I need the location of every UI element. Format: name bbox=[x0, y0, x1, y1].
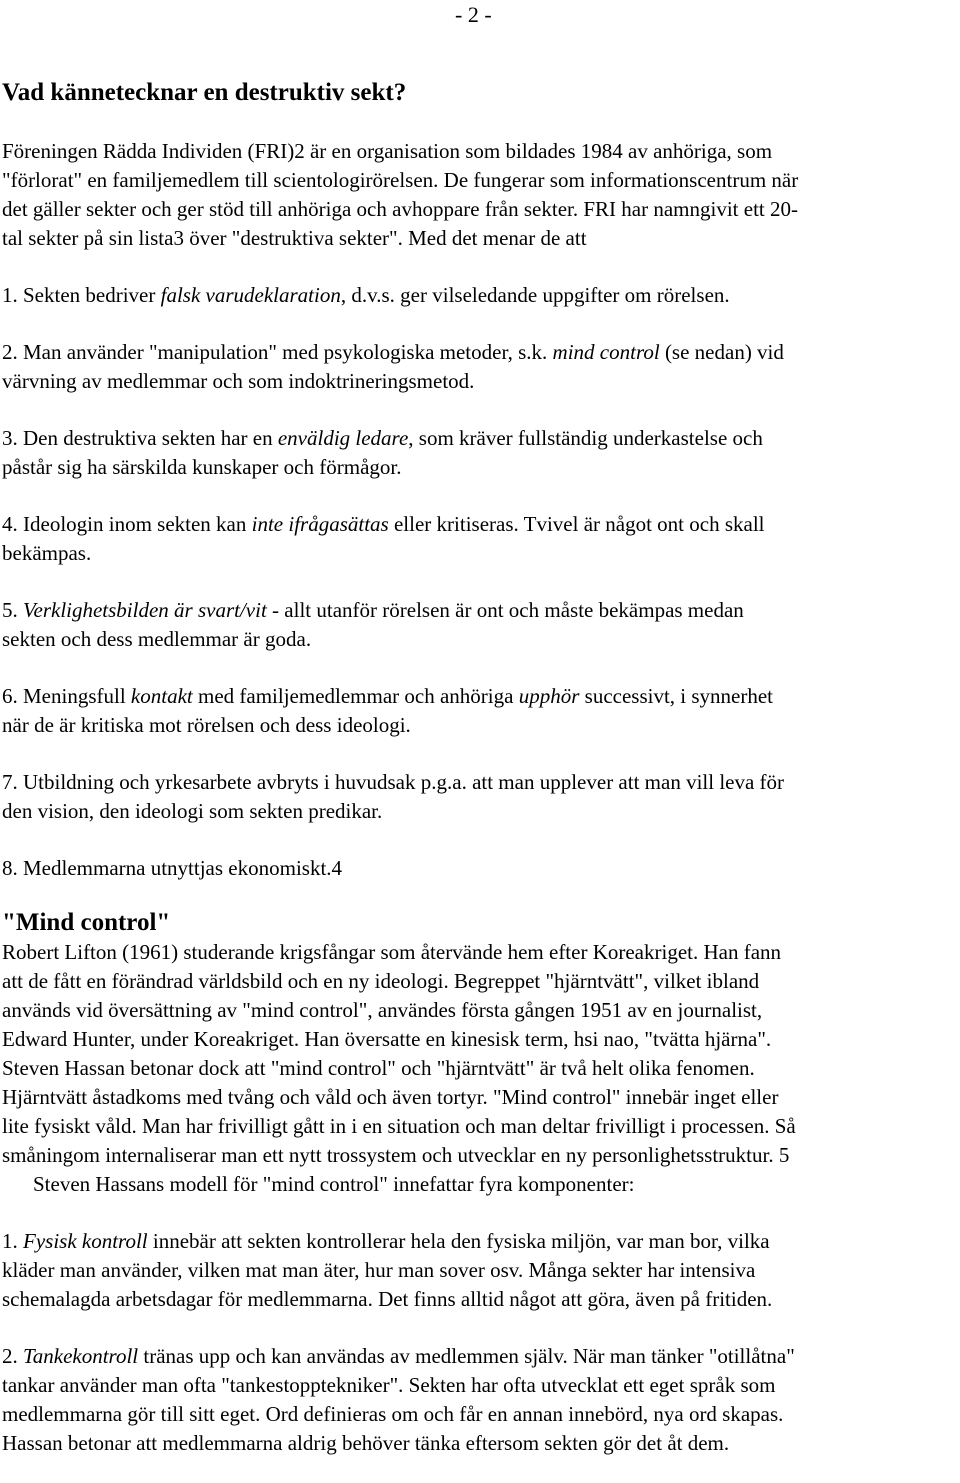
point-3 bbox=[2, 424, 952, 482]
point-line: påstår sig ha särskilda kunskaper och förmågor. bbox=[2, 455, 402, 479]
point-line: bekämpas. bbox=[2, 541, 92, 565]
point-line bbox=[2, 424, 952, 453]
component-line: medlemmarna gör till sitt eget. Ord definieras om och får en annan innebörd, nya ord skapas. bbox=[2, 1402, 784, 1426]
text-run: 3. Den destruktiva sekten har en bbox=[2, 426, 278, 450]
point-5 bbox=[2, 596, 952, 654]
point-line bbox=[2, 338, 952, 367]
point-7 bbox=[2, 768, 952, 826]
paragraph-line: Hjärntvätt åstadkoms med tvång och våld och även tortyr. "Mind control" innebär inget eller bbox=[2, 1085, 779, 1109]
intro-line: "förlorat" en familjemedlem till scientologirörelsen. De fungerar som informationscentrum när bbox=[2, 168, 799, 192]
component-line bbox=[2, 1342, 952, 1371]
point-2 bbox=[2, 338, 952, 396]
text-run: med familjemedlemmar och anhöriga bbox=[192, 684, 519, 708]
paragraph-line: lite fysiskt våld. Man har frivilligt gått in i en situation och man deltar frivilligt i processen. Så bbox=[2, 1114, 796, 1138]
paragraph-line: Robert Lifton (1961) studerande krigsfångar som återvände hem efter Koreakriget. Han fann bbox=[2, 940, 782, 964]
hassan-model-line bbox=[2, 1170, 952, 1199]
point-line: 7. Utbildning och yrkesarbete avbryts i huvudsak p.g.a. att man upplever att man vill leva för bbox=[2, 770, 785, 794]
intro-line: tal sekter på sin lista3 över "destruktiva sekter". Med det menar de att bbox=[2, 226, 587, 250]
emphasis-text: upphör bbox=[518, 684, 580, 708]
component-line: Hassan betonar att medlemmarna aldrig behöver tänka eftersom sekten gör det åt dem. bbox=[2, 1431, 730, 1455]
paragraph-line: att de fått en förändrad världsbild och en ny ideologi. Begreppet "hjärntvätt", vilket ibland bbox=[2, 969, 760, 993]
point-line: den vision, den ideologi som sekten predikar. bbox=[2, 799, 383, 823]
point-8 bbox=[2, 854, 952, 883]
mind-control-paragraph bbox=[2, 938, 952, 1170]
component-line bbox=[2, 1227, 952, 1256]
point-4 bbox=[2, 510, 952, 568]
text-run: successivt, i synnerhet bbox=[579, 684, 774, 708]
point-line: när de är kritiska mot rörelsen och dess ideologi. bbox=[2, 713, 411, 737]
component-line: kläder man använder, vilken mat man äter, hur man sover osv. Många sekter har intensiva bbox=[2, 1258, 756, 1282]
point-line bbox=[2, 510, 952, 539]
intro-line: Föreningen Rädda Individen (FRI)2 är en organisation som bildades 1984 av anhöriga, som bbox=[2, 139, 773, 163]
point-6 bbox=[2, 682, 952, 740]
paragraph-line: Edward Hunter, under Koreakriget. Han översatte en kinesisk term, hsi nao, "tvätta hjärna". bbox=[2, 1027, 772, 1051]
point-line bbox=[2, 596, 952, 625]
text-run: 5. bbox=[2, 598, 23, 622]
emphasis-text: enväldig ledare bbox=[277, 426, 409, 450]
text-run: 4. Ideologin inom sekten kan bbox=[2, 512, 252, 536]
point-1 bbox=[2, 281, 952, 310]
text-run: eller kritiseras. Tvivel är något ont och skall bbox=[388, 512, 765, 536]
text-run: tränas upp och kan användas av medlemmen själv. När man tänker "otillåtna" bbox=[138, 1344, 795, 1368]
text-run: 1. bbox=[2, 1229, 23, 1253]
component-1 bbox=[2, 1227, 952, 1314]
paragraph-line: Steven Hassan betonar dock att "mind control" och "hjärntvätt" är två helt olika fenomen. bbox=[2, 1056, 755, 1080]
emphasis-text: inte ifrågasättas bbox=[251, 512, 389, 536]
document-body bbox=[2, 78, 952, 1458]
point-line bbox=[2, 281, 952, 310]
paragraph-line: används vid översättning av "mind control", användes första gången 1951 av en journalist, bbox=[2, 998, 763, 1022]
point-line: 8. Medlemmarna utnyttjas ekonomiskt.4 bbox=[2, 856, 343, 880]
paragraph-line: Steven Hassans modell för "mind control" innefattar fyra komponenter: bbox=[33, 1172, 635, 1196]
emphasis-text: mind control bbox=[552, 340, 660, 364]
emphasis-text: kontakt bbox=[130, 684, 193, 708]
text-run: 6. Meningsfull bbox=[2, 684, 131, 708]
emphasis-text: falsk varudeklaration bbox=[160, 283, 341, 307]
emphasis-text: Tankekontroll bbox=[23, 1344, 139, 1368]
emphasis-text: Verklighetsbilden är svart/vit bbox=[23, 598, 267, 622]
intro-paragraph bbox=[2, 137, 952, 253]
text-run: - allt utanför rörelsen är ont och måste bekämpas medan bbox=[266, 598, 744, 622]
point-line bbox=[2, 682, 952, 711]
point-line: sekten och dess medlemmar är goda. bbox=[2, 627, 312, 651]
emphasis-text: Fysisk kontroll bbox=[23, 1229, 148, 1253]
point-line: värvning av medlemmar och som indoktrineringsmetod. bbox=[2, 369, 475, 393]
text-run: , som kräver fullständig underkastelse och bbox=[408, 426, 763, 450]
component-line: schemalagda arbetsdagar för medlemmarna. Det finns alltid något att göra, även på fritiden. bbox=[2, 1287, 773, 1311]
intro-line: det gäller sekter och ger stöd till anhöriga och avhoppare från sekter. FRI har namngivit ett 20- bbox=[2, 197, 799, 221]
paragraph-line: småningom internaliserar man ett nytt trossystem och utvecklar en ny personlighetsstruktur. 5 bbox=[2, 1143, 790, 1167]
mind-control-heading: "Mind control" bbox=[2, 909, 171, 936]
component-2 bbox=[2, 1342, 952, 1458]
text-run: (se nedan) vid bbox=[659, 340, 784, 364]
section-heading: Vad kännetecknar en destruktiv sekt? bbox=[2, 79, 407, 106]
text-run: 2. Man använder "manipulation" med psykologiska metoder, s.k. bbox=[2, 340, 553, 364]
text-run: 2. bbox=[2, 1344, 23, 1368]
page-number: - 2 - bbox=[455, 2, 492, 27]
component-line: tankar använder man ofta "tankestopptekniker". Sekten har ofta utvecklat ett eget språk som bbox=[2, 1373, 776, 1397]
text-run: 1. Sekten bedriver bbox=[2, 283, 161, 307]
text-run: , d.v.s. ger vilseledande uppgifter om rörelsen. bbox=[340, 283, 730, 307]
text-run: innebär att sekten kontrollerar hela den fysiska miljön, var man bor, vilka bbox=[147, 1229, 770, 1253]
